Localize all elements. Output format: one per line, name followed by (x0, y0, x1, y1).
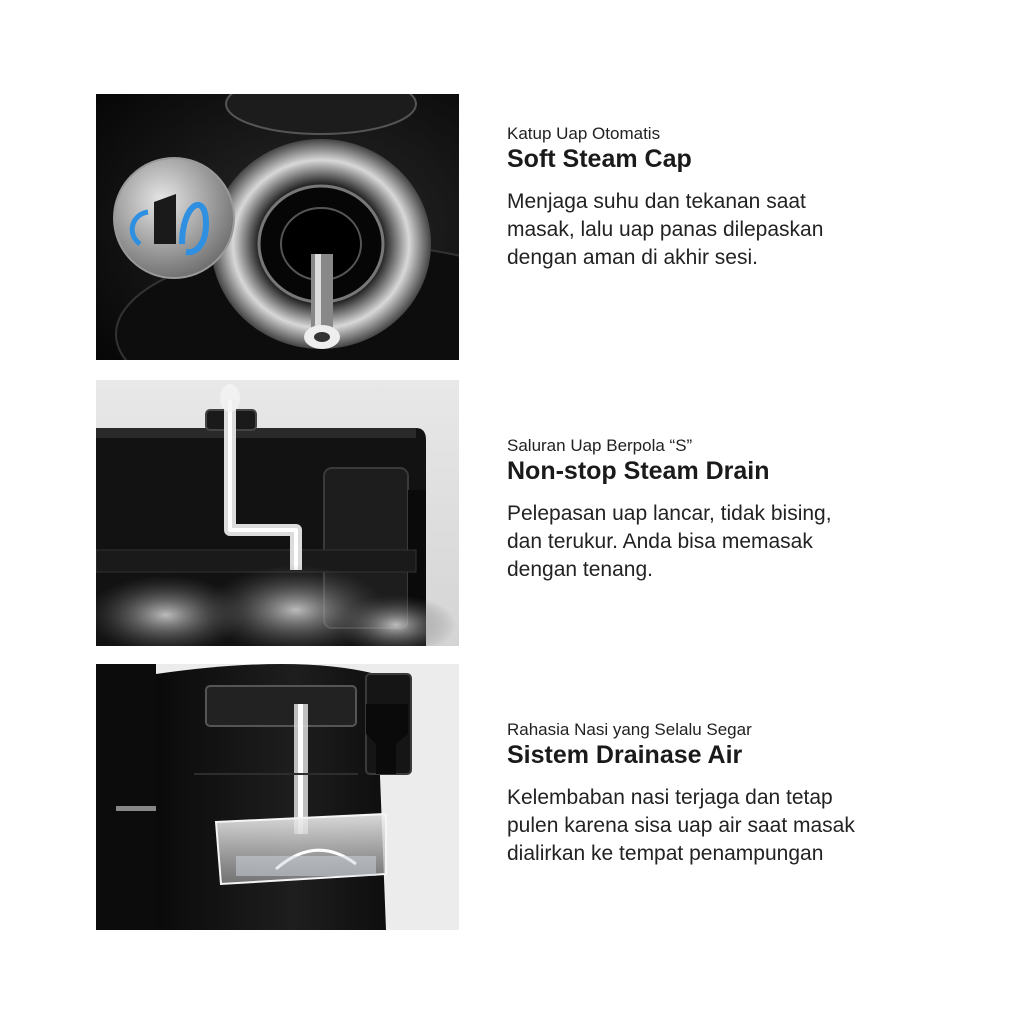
water-drainage-photo (96, 664, 459, 930)
feature-subtitle: Katup Uap Otomatis (507, 124, 661, 143)
feature-description: Kelembaban nasi terjaga dan tetap pulen karena sisa uap air saat masak dialirkan ke tempat penampungan (507, 786, 855, 865)
feature-title: Soft Steam Cap (507, 145, 692, 173)
feature-description: Pelepasan uap lancar, tidak bising, dan terukur. Anda bisa memasak dengan tenang. (507, 502, 832, 581)
feature-text (507, 124, 977, 272)
feature-title: Sistem Drainase Air (507, 741, 743, 769)
feature-subtitle: Saluran Uap Berpola “S” (507, 436, 693, 455)
feature-sistem-drainase-air (96, 664, 976, 930)
steam-drain-photo (96, 380, 459, 646)
steam-cap-photo (96, 94, 459, 360)
feature-text (507, 436, 977, 584)
feature-non-stop-steam-drain (96, 380, 976, 646)
feature-subtitle: Rahasia Nasi yang Selalu Segar (507, 720, 752, 739)
feature-soft-steam-cap (96, 94, 976, 360)
feature-title: Non-stop Steam Drain (507, 457, 770, 485)
feature-text (507, 720, 977, 868)
feature-description: Menjaga suhu dan tekanan saat masak, lalu uap panas dilepaskan dengan aman di akhir sesi. (507, 190, 824, 269)
